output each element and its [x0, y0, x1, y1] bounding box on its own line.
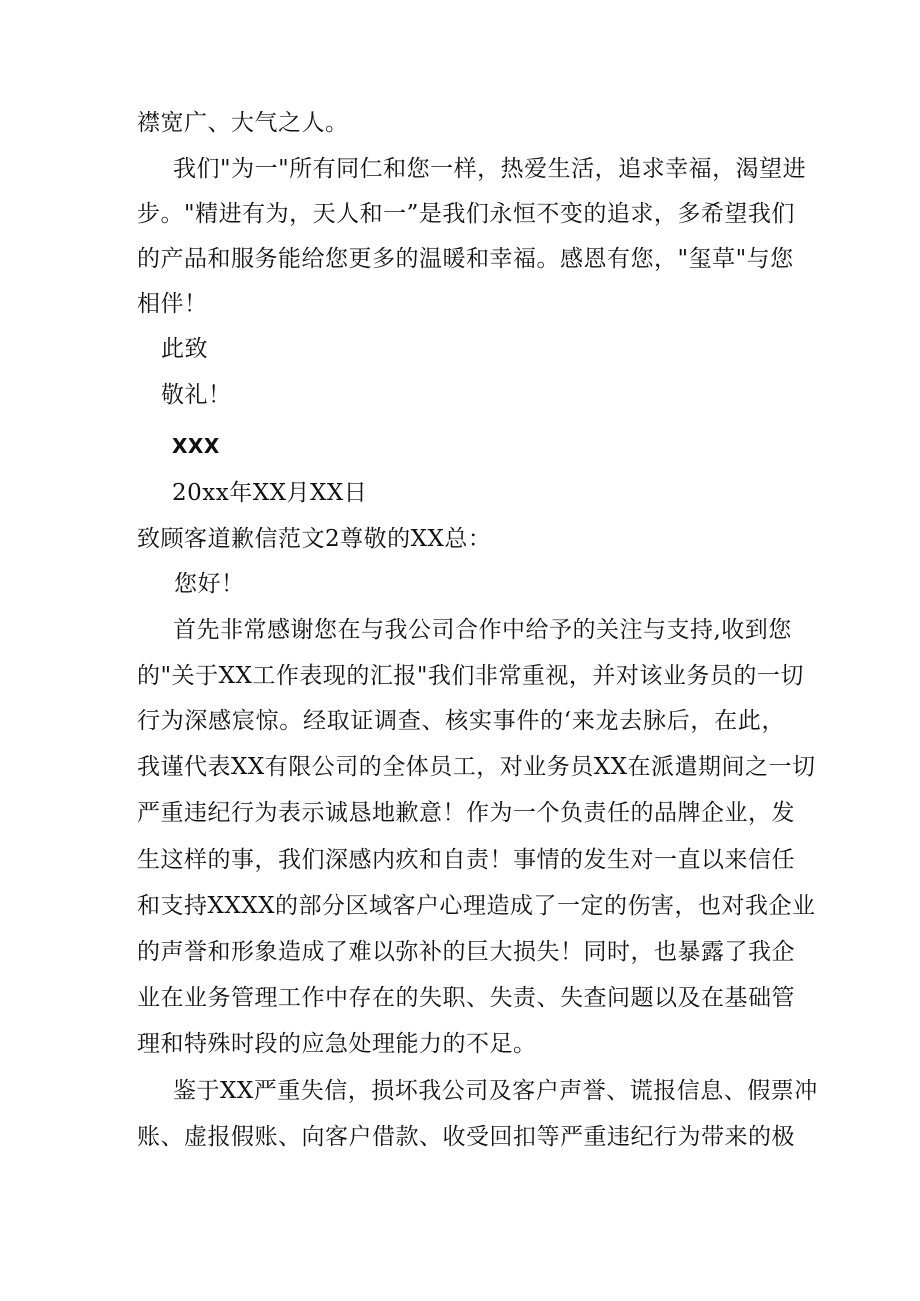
paragraph-line — [137, 1076, 818, 1106]
paragraph-line: 账、虚报假账、向客户借款、收受回扣等严重违纪行为带来的极 — [137, 1124, 795, 1150]
closing-regards: 敬礼！ — [161, 382, 232, 408]
paragraph-line: 襟宽广、大气之人。 — [137, 110, 349, 136]
paragraph-line — [137, 154, 807, 184]
paragraph-line: 业在业务管理工作中存在的失职、失责、失查问题以及在基础管 — [137, 985, 795, 1011]
paragraph-text: 我们"为一"所有同仁和您一样，热爱生活，追求幸福，渴望进 — [173, 156, 807, 182]
paragraph-text: 鉴于XX严重失信，损坏我公司及客户声誉、谎报信息、假票冲 — [173, 1078, 818, 1104]
paragraph-text: 首先非常感谢您在与我公司合作中给予的关注与支持,收到您 — [173, 617, 792, 643]
paragraph-line: 行为深感宸惊。经取证调查、核实事件的‘来龙去脉后，在此， — [137, 708, 785, 734]
paragraph-line: 的声誉和形象造成了难以弥补的巨大损失！同时，也暴露了我企 — [137, 939, 795, 965]
signer-name: XXX — [172, 434, 220, 458]
paragraph-line: 步。"精进有为，天人和一”是我们永恒不变的追求，多希望我们 — [137, 201, 795, 227]
paragraph-line: 的"关于XX工作表现的汇报"我们非常重视，并对该业务员的一切 — [137, 663, 804, 689]
section-heading: 致顾客道歉信范文2尊敬的XX总： — [137, 526, 492, 552]
paragraph-line: 严重违纪行为表示诚恳地歉意！作为一个负责任的品牌企业，发 — [137, 800, 795, 826]
paragraph-line — [137, 615, 792, 645]
paragraph-line: 我谨代表XX有限公司的全体员工，对业务员XX在派遣期间之一切 — [137, 754, 816, 780]
closing-salutation: 此致 — [161, 336, 208, 362]
paragraph-line: 生这样的事，我们深感内疚和自责！事情的发生对一直以来信任 — [137, 847, 795, 873]
paragraph-line: 理和特殊时段的应急处理能力的不足。 — [137, 1031, 537, 1057]
paragraph-line: 的产品和服务能给您更多的温暖和幸福。感恩有您，"玺草"与您 — [137, 246, 794, 272]
paragraph-line: 和支持XXXX的部分区域客户心理造成了一定的伤害，也对我企业 — [137, 893, 816, 919]
greeting: 您好！ — [174, 571, 245, 597]
paragraph-line: 相伴！ — [137, 291, 208, 317]
letter-date: 20xx年XX月XX日 — [172, 480, 368, 506]
